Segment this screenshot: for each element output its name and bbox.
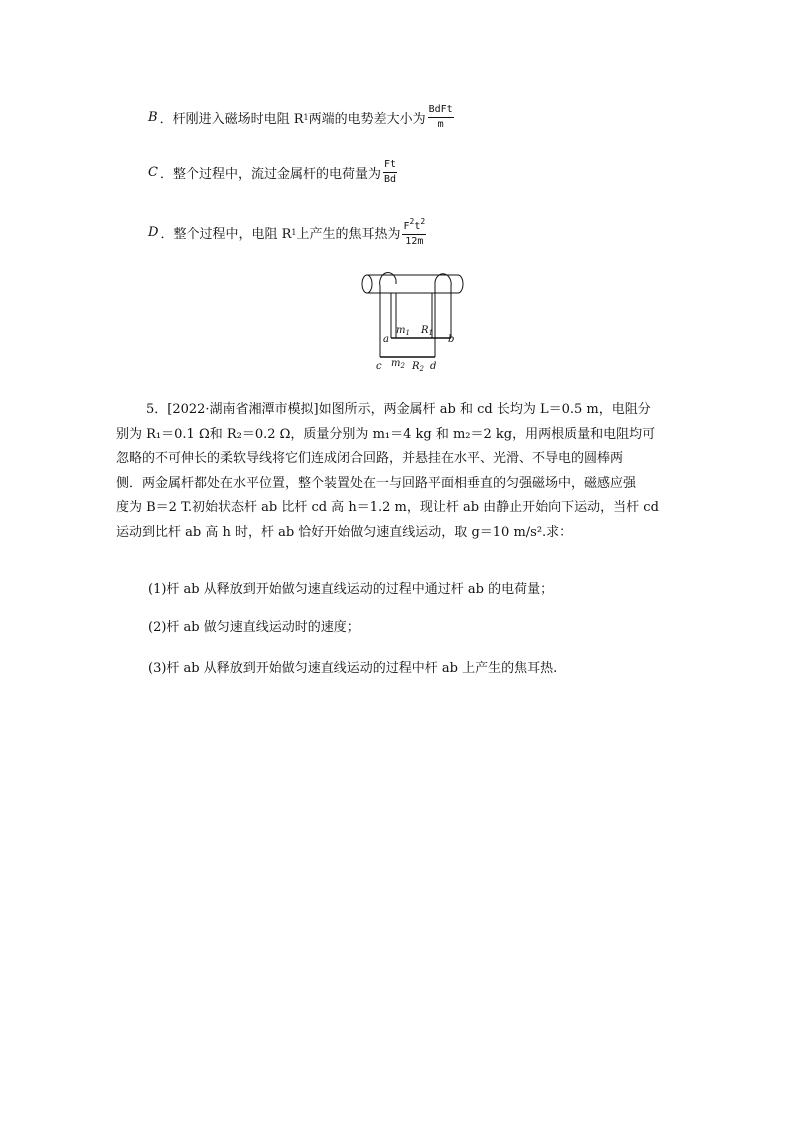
problem-5-text (116, 398, 682, 545)
problem-line: 忽略的不可伸长的柔软导线将它们连成闭合回路，并悬挂在水平、光滑、不导电的圆棒两 (116, 451, 624, 466)
option-text-2: 上产生的焦耳热为 (296, 226, 401, 242)
option-text: ．整个过程中，流过金属杆的电荷量为 (159, 167, 381, 182)
cylinder-rod (362, 275, 463, 293)
option-letter: D (148, 224, 159, 240)
fraction-denominator: 12m (405, 236, 424, 247)
option-text: ．整个过程中，电阻 R (160, 226, 292, 242)
option-b (148, 104, 454, 131)
problem-line: 5．[2022·湖南省湘潭市模拟]如图所示，两金属杆 ab 和 cd 长均为 L＝0.5 m，电阻分 (146, 402, 651, 417)
label-R1: $R_1$ (421, 325, 433, 337)
label-b: b (448, 334, 455, 345)
label-m1: $m_1$ (396, 325, 410, 337)
fraction (428, 104, 454, 131)
label-c: c (376, 361, 382, 372)
fraction-numerator: $F^2t^2$ (402, 216, 426, 235)
fraction-denominator: m (437, 119, 444, 130)
label-a: a (383, 334, 389, 345)
problem-line: 运动到比杆 ab 高 h 时，杆 ab 恰好开始做匀速直线运动，取 g＝10 m/s².求： (116, 524, 573, 540)
problem-line: 别为 R₁＝0.1 Ω和 R₂＝0.2 Ω，质量分别为 m₁＝4 kg 和 m₂＝2 kg，用两根质量和电阻均可 (116, 426, 656, 442)
fraction-numerator: BdFt (428, 104, 454, 118)
option-c (148, 159, 397, 186)
problem-line: 侧．两金属杆都处在水平位置，整个装置处在一与回路平面相垂直的匀强磁场中，磁感应强 (116, 475, 637, 491)
option-d (148, 216, 426, 248)
option-text-2: 两端的电势差大小为 (308, 112, 426, 127)
option-letter: B (148, 110, 158, 125)
label-R2: $R_2$ (412, 361, 424, 373)
problem-line: 度为 B＝2 T.初始状态杆 ab 比杆 cd 高 h＝1.2 m，现让杆 ab 由静止开始向下运动，当杆 cd (116, 500, 659, 515)
question-2: (2)杆 ab 做匀速直线运动时的速度； (148, 620, 360, 635)
subscript: 1 (303, 113, 309, 122)
fraction-numerator: Ft (383, 159, 397, 173)
label-d: d (430, 361, 437, 372)
option-text: ．杆刚进入磁场时电阻 R (159, 112, 304, 127)
question-3: (3)杆 ab 从释放到开始做匀速直线运动的过程中杆 ab 上产生的焦耳热. (148, 661, 558, 676)
fraction (402, 216, 426, 248)
subscript: 1 (291, 227, 297, 237)
label-m2: $m_2$ (391, 358, 405, 370)
question-1: (1)杆 ab 从释放到开始做匀速直线运动的过程中通过杆 ab 的电荷量； (148, 582, 554, 597)
wire-loops (380, 273, 452, 338)
fraction (383, 159, 397, 186)
fraction-denominator: Bd (383, 174, 397, 185)
option-letter: C (148, 165, 158, 180)
rod-circuit-figure (355, 266, 470, 376)
